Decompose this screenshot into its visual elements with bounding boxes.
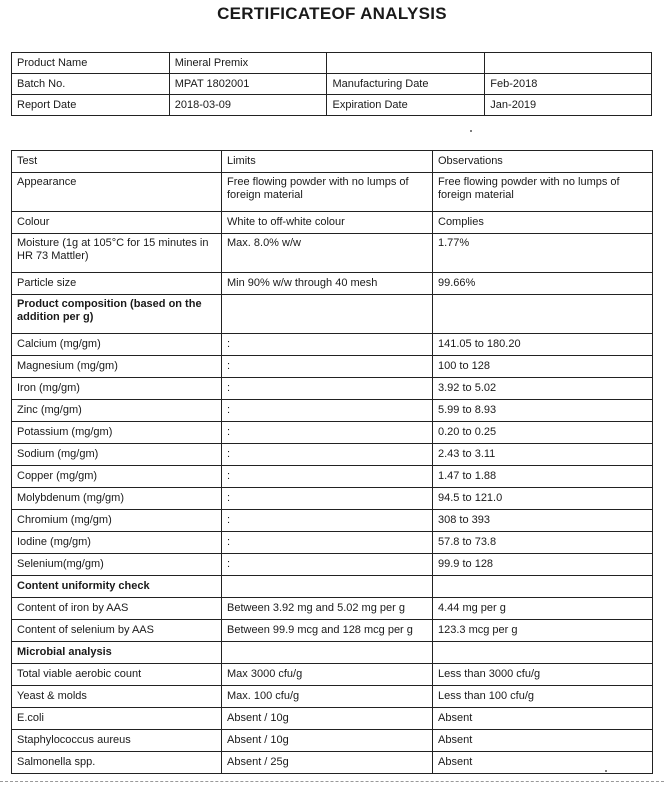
- test-name: Content of selenium by AAS: [12, 620, 222, 642]
- test-name: Chromium (mg/gm): [12, 510, 222, 532]
- test-name: Content of iron by AAS: [12, 598, 222, 620]
- info-label: Expiration Date: [327, 95, 485, 116]
- test-limit: :: [222, 422, 433, 444]
- test-row: [12, 444, 653, 466]
- test-header-row: [12, 151, 653, 173]
- test-observation: 99.66%: [433, 273, 653, 295]
- test-observation: Complies: [433, 212, 653, 234]
- test-limit: [222, 295, 433, 334]
- test-limit: White to off-white colour: [222, 212, 433, 234]
- test-observation: 100 to 128: [433, 356, 653, 378]
- test-name: Sodium (mg/gm): [12, 444, 222, 466]
- info-value: Feb-2018: [485, 74, 652, 95]
- test-observation: 1.47 to 1.88: [433, 466, 653, 488]
- info-value: MPAT 1802001: [169, 74, 327, 95]
- test-name: Appearance: [12, 173, 222, 212]
- test-name: Staphylococcus aureus: [12, 730, 222, 752]
- section-row: [12, 295, 653, 334]
- test-observation: 3.92 to 5.02: [433, 378, 653, 400]
- test-name: Iron (mg/gm): [12, 378, 222, 400]
- section-heading: Content uniformity check: [12, 576, 222, 598]
- test-limit: :: [222, 334, 433, 356]
- test-name: Molybdenum (mg/gm): [12, 488, 222, 510]
- column-header: Observations: [433, 151, 653, 173]
- scan-edge-line: [0, 781, 664, 782]
- info-label: Manufacturing Date: [327, 74, 485, 95]
- test-row: [12, 400, 653, 422]
- test-name: Particle size: [12, 273, 222, 295]
- section-heading: Microbial analysis: [12, 642, 222, 664]
- test-row: [12, 422, 653, 444]
- test-row: [12, 234, 653, 273]
- test-row: [12, 686, 653, 708]
- test-observation: 99.9 to 128: [433, 554, 653, 576]
- test-name: Potassium (mg/gm): [12, 422, 222, 444]
- test-observation: 4.44 mg per g: [433, 598, 653, 620]
- test-limit: :: [222, 400, 433, 422]
- test-row: [12, 532, 653, 554]
- test-observation: 2.43 to 3.11: [433, 444, 653, 466]
- test-name: Copper (mg/gm): [12, 466, 222, 488]
- test-observation: 5.99 to 8.93: [433, 400, 653, 422]
- test-row: [12, 173, 653, 212]
- column-header: Test: [12, 151, 222, 173]
- info-label: [327, 53, 485, 74]
- test-limit: Absent / 10g: [222, 730, 433, 752]
- test-observation: 141.05 to 180.20: [433, 334, 653, 356]
- test-name: Magnesium (mg/gm): [12, 356, 222, 378]
- info-value: Mineral Premix: [169, 53, 327, 74]
- test-limit: Between 99.9 mcg and 128 mcg per g: [222, 620, 433, 642]
- test-name: E.coli: [12, 708, 222, 730]
- test-limit: :: [222, 532, 433, 554]
- test-limit: Max. 8.0% w/w: [222, 234, 433, 273]
- test-limit: [222, 642, 433, 664]
- test-results-table: [11, 150, 653, 774]
- test-name: Salmonella spp.: [12, 752, 222, 774]
- test-row: [12, 664, 653, 686]
- test-row: [12, 356, 653, 378]
- test-observation: 94.5 to 121.0: [433, 488, 653, 510]
- test-observation: 1.77%: [433, 234, 653, 273]
- test-observation: Less than 3000 cfu/g: [433, 664, 653, 686]
- info-label: Product Name: [12, 53, 170, 74]
- info-value: Jan-2019: [485, 95, 652, 116]
- product-info-table: [11, 52, 652, 116]
- scan-speck: [605, 770, 607, 772]
- test-name: Total viable aerobic count: [12, 664, 222, 686]
- info-row: [12, 74, 652, 95]
- test-row: [12, 708, 653, 730]
- info-row: [12, 53, 652, 74]
- test-name: Moisture (1g at 105°C for 15 minutes in HR 73 Mattler): [12, 234, 222, 273]
- test-row: [12, 554, 653, 576]
- test-limit: [222, 576, 433, 598]
- info-value: 2018-03-09: [169, 95, 327, 116]
- test-observation: Absent: [433, 752, 653, 774]
- test-limit: Max 3000 cfu/g: [222, 664, 433, 686]
- test-observation: 57.8 to 73.8: [433, 532, 653, 554]
- test-observation: [433, 295, 653, 334]
- test-name: Yeast & molds: [12, 686, 222, 708]
- test-row: [12, 378, 653, 400]
- section-heading: Product composition (based on the addition per g): [12, 295, 222, 334]
- test-limit: Absent / 25g: [222, 752, 433, 774]
- test-row: [12, 273, 653, 295]
- test-row: [12, 466, 653, 488]
- info-label: Report Date: [12, 95, 170, 116]
- test-limit: :: [222, 466, 433, 488]
- test-name: Colour: [12, 212, 222, 234]
- test-name: Zinc (mg/gm): [12, 400, 222, 422]
- test-observation: 308 to 393: [433, 510, 653, 532]
- test-limit: :: [222, 356, 433, 378]
- test-limit: :: [222, 444, 433, 466]
- test-observation: Free flowing powder with no lumps of foreign material: [433, 173, 653, 212]
- test-name: Selenium(mg/gm): [12, 554, 222, 576]
- test-row: [12, 730, 653, 752]
- test-observation: Absent: [433, 730, 653, 752]
- document-title: CERTIFICATEOF ANALYSIS: [217, 4, 447, 23]
- test-limit: :: [222, 488, 433, 510]
- section-row: [12, 642, 653, 664]
- column-header: Limits: [222, 151, 433, 173]
- test-limit: :: [222, 378, 433, 400]
- test-limit: Max. 100 cfu/g: [222, 686, 433, 708]
- test-name: Calcium (mg/gm): [12, 334, 222, 356]
- test-row: [12, 598, 653, 620]
- test-limit: :: [222, 510, 433, 532]
- info-value: [485, 53, 652, 74]
- test-row: [12, 752, 653, 774]
- test-observation: Absent: [433, 708, 653, 730]
- scan-speck: [470, 130, 472, 132]
- test-observation: [433, 576, 653, 598]
- test-row: [12, 620, 653, 642]
- test-row: [12, 334, 653, 356]
- test-name: Iodine (mg/gm): [12, 532, 222, 554]
- test-limit: :: [222, 554, 433, 576]
- info-row: [12, 95, 652, 116]
- section-row: [12, 576, 653, 598]
- test-limit: Min 90% w/w through 40 mesh: [222, 273, 433, 295]
- test-row: [12, 212, 653, 234]
- test-limit: Absent / 10g: [222, 708, 433, 730]
- test-row: [12, 510, 653, 532]
- test-limit: Between 3.92 mg and 5.02 mg per g: [222, 598, 433, 620]
- info-label: Batch No.: [12, 74, 170, 95]
- test-observation: 123.3 mcg per g: [433, 620, 653, 642]
- test-row: [12, 488, 653, 510]
- test-observation: [433, 642, 653, 664]
- test-limit: Free flowing powder with no lumps of foreign material: [222, 173, 433, 212]
- test-observation: 0.20 to 0.25: [433, 422, 653, 444]
- test-observation: Less than 100 cfu/g: [433, 686, 653, 708]
